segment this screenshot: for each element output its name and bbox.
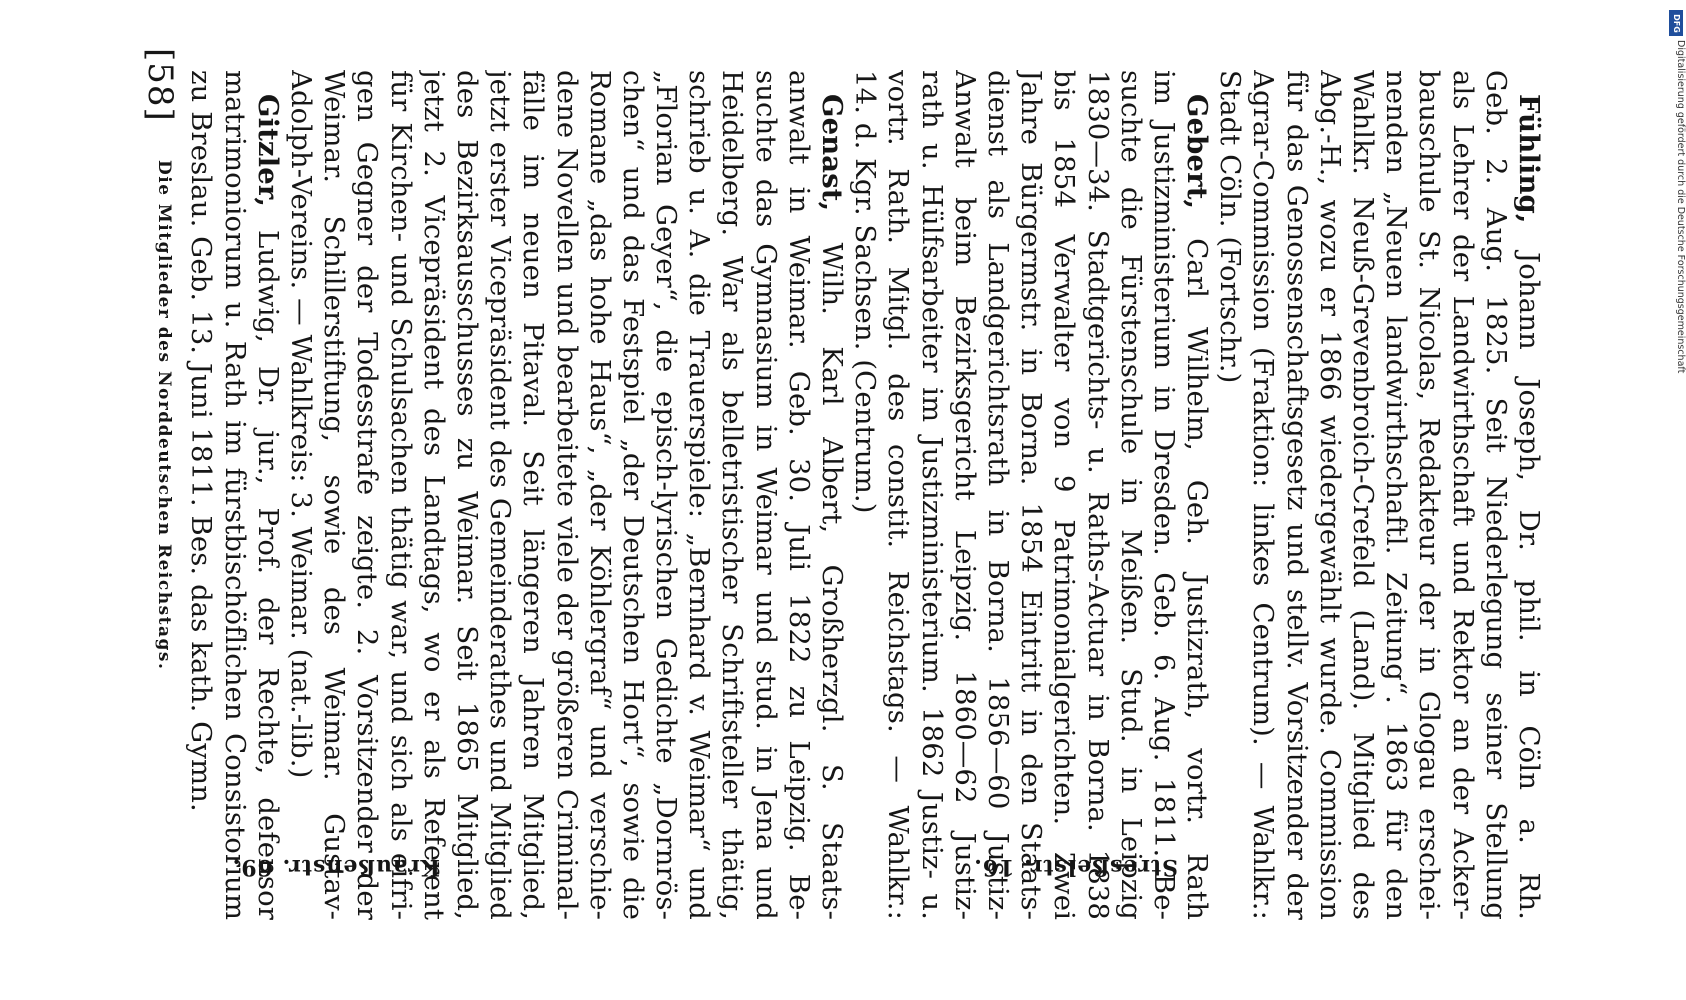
text-line xyxy=(450,70,483,920)
page-title: Die Mitglieder des Norddeutschen Reichstags. xyxy=(154,160,174,671)
line-text: Romane „das hohe Haus“, „der Köhlergraf“ und verschie- xyxy=(583,70,616,920)
line-text: gen Gegner der Todesstrafe zeigte. 2. Vorsitzender der xyxy=(351,70,384,920)
text-line xyxy=(981,70,1014,920)
text-line xyxy=(1346,70,1379,920)
entry-first-line xyxy=(251,70,284,920)
text-line xyxy=(1114,70,1147,920)
line-text: Stadt Cöln. (Fortschr.) xyxy=(1214,70,1247,384)
line-text: des Bezirksausschusses zu Weimar. Seit 1865 Mitglied, xyxy=(451,70,483,920)
text-line xyxy=(881,70,914,920)
text-line xyxy=(1147,70,1180,920)
text-line xyxy=(549,70,582,920)
line-text: Jahre Bürgermstr. in Borna. 1854 Eintritt in den Staats- xyxy=(1015,70,1048,920)
line-text: matrimoniorum u. Rath im fürstbischöflichen Consistorium xyxy=(218,70,251,920)
line-text: bis 1854 Verwalter von 9 Patrimonialgerichten. Zwei xyxy=(1048,70,1081,920)
line-text: für das Genossenschaftsgesetz und stellv. Vorsitzender der xyxy=(1280,70,1313,920)
text-line xyxy=(1280,70,1313,920)
line-text: Abg.-H., wozu er 1866 wiedergewählt wurde. Commission xyxy=(1313,70,1346,920)
line-text: schrieb u. A. die Trauerspiele: „Bernhard v. Weimar“ und xyxy=(683,70,716,920)
running-head xyxy=(140,48,180,968)
line-text: Anwalt beim Bezirksgericht Leipzig. 1860—62 Justiz- xyxy=(948,70,981,920)
dfg-logo-text: DFG xyxy=(1671,13,1681,33)
line-text: Wahlkr. Neuß-Grevenbroich-Crefeld (Land). Mitglied des xyxy=(1347,70,1380,920)
member-name: Fühling, xyxy=(1513,94,1545,224)
text-line xyxy=(350,70,383,920)
text-line xyxy=(848,70,881,920)
line-text: jetzt erster Vicepräsident des Gemeinderathes und Mitglied xyxy=(484,70,517,920)
line-text: im Justizministerium in Dresden. Geb. 6. Aug. 1811. Be- xyxy=(1147,70,1180,920)
line-text: Adolph-Vereins. — Wahlkreis: 3. Weimar. (nat.-lib.) xyxy=(285,70,318,779)
line-text: rath u. Hülfsarbeiter im Justizministerium. 1862 Justiz- u. xyxy=(915,70,948,920)
text-line xyxy=(1246,70,1279,920)
margin-address-note: Kraußenstr. 69. xyxy=(231,854,440,880)
entry-first-line xyxy=(1180,70,1213,920)
text-line xyxy=(749,70,782,920)
text-line xyxy=(948,70,981,920)
text-line xyxy=(516,70,549,920)
line-text: „Florian Geyer“, die episch-lyrischen Gedichte „Dornrös- xyxy=(650,70,683,920)
text-line xyxy=(184,70,217,920)
text-line xyxy=(1412,70,1445,920)
text-line xyxy=(1445,70,1478,920)
text-line xyxy=(649,70,682,920)
text-line xyxy=(1080,70,1113,920)
member-name: Gitzler, xyxy=(251,94,284,208)
text-line xyxy=(1379,70,1412,920)
line-text: für Kirchen- und Schulsachen thätig war, und sich als eifri- xyxy=(384,70,417,920)
text-line xyxy=(1047,70,1080,920)
text-line xyxy=(1014,70,1047,920)
line-text: jetzt 2. Vicepräsident des Landtags, wo er als Referent xyxy=(417,70,450,920)
line-text: Ludwig, Dr. jur., Prof. der Rechte, defensor xyxy=(251,207,284,920)
line-text: zu Breslau. Geb. 13. Juni 1811. Bes. das kath. Gymn. xyxy=(185,70,218,812)
line-text: suchte die Fürstenschule in Meißen. Stud. in Leipzig xyxy=(1114,70,1147,920)
line-text: fälle im neuen Pitaval. Seit längeren Jahren Mitglied, xyxy=(517,70,550,920)
line-text: Carl Wilhelm, Geh. Justizrath, vortr. Rath xyxy=(1181,209,1214,920)
line-text: Heidelberg. War als belletristischer Schriftsteller thätig, xyxy=(716,70,749,920)
text-line xyxy=(682,70,715,920)
line-text: nenden „Neuen landwirthschaftl. Zeitung“. 1863 für den xyxy=(1380,70,1413,920)
text-line xyxy=(616,70,649,920)
text-line xyxy=(218,70,251,920)
text-line xyxy=(1213,70,1246,920)
line-text: bauschule St. Nicolas, Redakteur der in Glogau erschei- xyxy=(1413,70,1446,920)
line-text: dienst als Landgerichtsrath in Borna. 1856—60 Justiz- xyxy=(982,70,1014,920)
text-line xyxy=(1479,70,1512,920)
member-name: Genast, xyxy=(816,94,849,212)
text-line xyxy=(782,70,815,920)
line-text: als Lehrer der Landwirthschaft und Rektor an der Acker- xyxy=(1446,70,1479,920)
entry-first-line xyxy=(1512,70,1545,920)
line-text: 14. d. Kgr. Sachsen. (Centrum.) xyxy=(849,70,882,514)
text-line xyxy=(583,70,616,920)
line-text: Agrar-Commission (Fraktion: linkes Centrum). — Wahlkr.: xyxy=(1247,70,1280,920)
line-text: Johann Joseph, Dr. phil. in Cöln a. Rh. xyxy=(1513,223,1545,920)
digitization-credit: Digitalisierung gefördert durch die Deutsche Forschungsgemeinschaft xyxy=(1675,40,1686,374)
body-text xyxy=(185,70,1545,920)
text-line xyxy=(317,70,350,920)
text-line xyxy=(417,70,450,920)
dfg-logo xyxy=(1669,10,1683,36)
line-text: 1830—34. Stadtgerichts- u. Raths-Actuar in Borna. 1838 xyxy=(1081,70,1114,920)
text-line xyxy=(914,70,947,920)
line-text: dene Novellen und bearbeitete viele der größeren Criminal- xyxy=(550,70,583,920)
line-text: anwalt in Weimar. Geb. 30. Juli 1822 zu Leipzig. Be- xyxy=(782,70,815,920)
member-name: Gebert, xyxy=(1181,94,1214,210)
line-text: suchte das Gymnasium in Weimar und stud. in Jena und xyxy=(749,70,782,920)
page-number: [58] xyxy=(140,48,180,122)
text-line xyxy=(284,70,317,920)
text-line xyxy=(483,70,516,920)
line-text: Wilh. Karl Albert, Großherzgl. S. Staats- xyxy=(816,211,849,920)
text-line xyxy=(1313,70,1346,920)
text-line xyxy=(383,70,416,920)
line-text: Weimar. Schillerstiftung, sowie des Weimar. Gustav- xyxy=(318,70,351,920)
line-text: Geb. 2. Aug. 1825. Seit Niederlegung seiner Stellung xyxy=(1479,70,1512,920)
line-text: vortr. Rath. Mitgl. des constit. Reichstags. — Wahlkr.: xyxy=(882,70,915,920)
text-line xyxy=(715,70,748,920)
line-text: chen“ und das Festspiel „der Deutschen Hort“, sowie die xyxy=(616,70,649,920)
margin-address-note: Stresßelstr. 16. xyxy=(973,854,1178,880)
entry-first-line xyxy=(815,70,848,920)
